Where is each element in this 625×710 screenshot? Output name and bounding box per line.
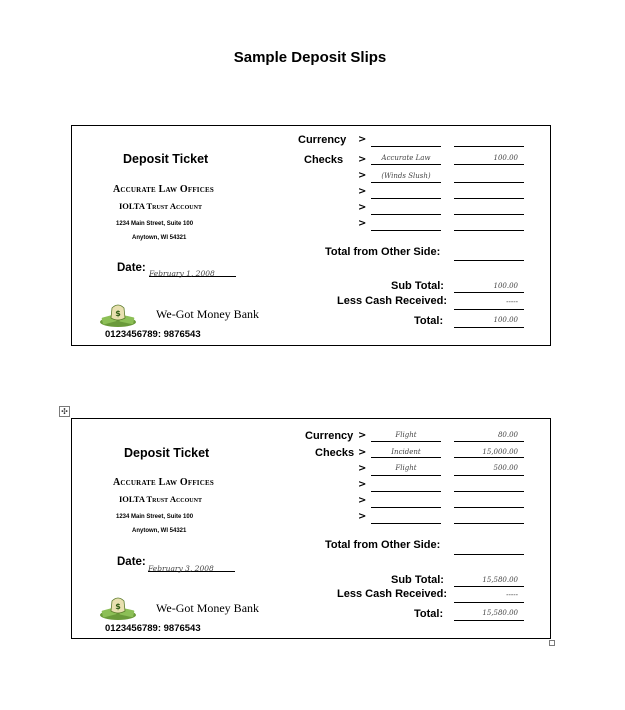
table-move-handle[interactable]: ✣ [59,406,70,417]
bank-account-number: 0123456789: 9876543 [105,329,201,340]
check-amount-field[interactable] [454,164,524,165]
check-amount: 500.00 [493,464,518,472]
check-desc-field[interactable] [371,457,441,458]
subtotal-field[interactable] [454,586,524,587]
arrow-icon: > [358,479,367,490]
currency-desc-field[interactable] [371,441,441,442]
less-cash-field[interactable] [454,309,524,310]
money-bag-icon [98,300,138,328]
account-type: IOLTA Trust Account [119,494,202,504]
address-line-2: Anytown, WI 54321 [132,528,187,534]
check-desc-field[interactable] [371,214,441,215]
currency-amount: 80.00 [497,431,518,439]
firm-name: Accurate Law Offices [113,184,214,195]
ticket-title: Deposit Ticket [124,446,210,460]
currency-desc: Flight [395,431,417,439]
date-label: Date: [117,262,146,274]
check-amount-field[interactable] [454,523,524,524]
check-amount-field[interactable] [454,491,524,492]
check-amount-field[interactable] [454,457,524,458]
account-type: IOLTA Trust Account [119,201,202,211]
address-line-1: 1234 Main Street, Suite 100 [116,221,194,227]
total-other-side-field[interactable] [454,260,524,261]
less-cash-label: Less Cash Received: [337,295,448,307]
currency-amount-field[interactable] [454,441,524,442]
date-field[interactable] [149,263,236,277]
total-other-side-field[interactable] [454,554,524,555]
checks-label: Checks [315,447,355,459]
check-desc-field[interactable] [371,523,441,524]
check-amount-field[interactable] [454,475,524,476]
total-other-side-label: Total from Other Side: [325,246,441,258]
check-amount-field[interactable] [454,230,524,231]
less-cash-value: ----- [506,591,518,599]
date-value: February 1, 2008 [149,269,215,278]
deposit-slip [71,125,551,346]
arrow-icon: > [358,511,367,522]
date-value: February 3, 2008 [148,564,214,573]
subtotal-label: Sub Total: [391,280,444,292]
less-cash-label: Less Cash Received: [337,588,448,600]
check-desc-field[interactable] [371,475,441,476]
arrow-icon: > [358,186,367,197]
check-amount-field[interactable] [454,507,524,508]
check-desc-field[interactable] [371,182,441,183]
money-bag-icon [98,593,138,621]
total-value: 100.00 [493,316,518,324]
arrow-icon: > [358,170,367,181]
total-field[interactable] [454,327,524,328]
arrow-icon: > [358,495,367,506]
total-value: 15,580.00 [482,609,518,617]
date-label: Date: [117,556,146,568]
currency-amount-field[interactable] [454,146,524,147]
ticket-title: Deposit Ticket [123,152,209,166]
bank-name: We-Got Money Bank [156,307,260,321]
less-cash-field[interactable] [454,602,524,603]
address-line-2: Anytown, WI 54321 [132,235,187,241]
currency-label: Currency [305,430,354,442]
check-desc: Accurate Law [381,154,431,162]
subtotal-label: Sub Total: [391,574,444,586]
svg-text:$: $ [115,309,121,318]
check-amount: 100.00 [493,154,518,162]
check-desc-field[interactable] [371,507,441,508]
bank-name: We-Got Money Bank [156,601,260,615]
bank-account-number: 0123456789: 9876543 [105,623,201,634]
currency-desc-field[interactable] [371,146,441,147]
arrow-icon: > [358,134,367,145]
checks-label: Checks [304,154,344,166]
check-amount: 15,000.00 [482,448,518,456]
arrow-icon: > [358,202,367,213]
arrow-icon: > [358,447,367,458]
date-field[interactable] [148,558,235,572]
check-amount-field[interactable] [454,198,524,199]
check-desc: Incident [391,448,421,456]
total-other-side-label: Total from Other Side: [325,539,441,551]
page-title: Sample Deposit Slips [233,49,387,66]
check-desc-field[interactable] [371,230,441,231]
check-desc: (Winds Slush) [381,172,431,180]
subtotal-value: 15,580.00 [482,576,518,584]
arrow-icon: > [358,463,367,474]
arrow-icon: > [358,218,367,229]
check-desc-field[interactable] [371,198,441,199]
check-desc-field[interactable] [371,491,441,492]
subtotal-value: 100.00 [493,282,518,290]
less-cash-value: ----- [506,298,518,306]
subtotal-field[interactable] [454,292,524,293]
total-field[interactable] [454,620,524,621]
firm-name: Accurate Law Offices [113,477,214,488]
check-amount-field[interactable] [454,214,524,215]
arrow-icon: > [358,154,367,165]
currency-label: Currency [298,134,347,146]
total-label: Total: [414,608,444,620]
table-resize-handle[interactable] [549,640,555,646]
total-label: Total: [414,315,444,327]
svg-text:$: $ [115,602,121,611]
check-desc-field[interactable] [371,164,441,165]
address-line-1: 1234 Main Street, Suite 100 [116,514,194,520]
arrow-icon: > [358,430,367,441]
deposit-slip [71,418,551,639]
check-desc: Flight [395,464,417,472]
check-amount-field[interactable] [454,182,524,183]
